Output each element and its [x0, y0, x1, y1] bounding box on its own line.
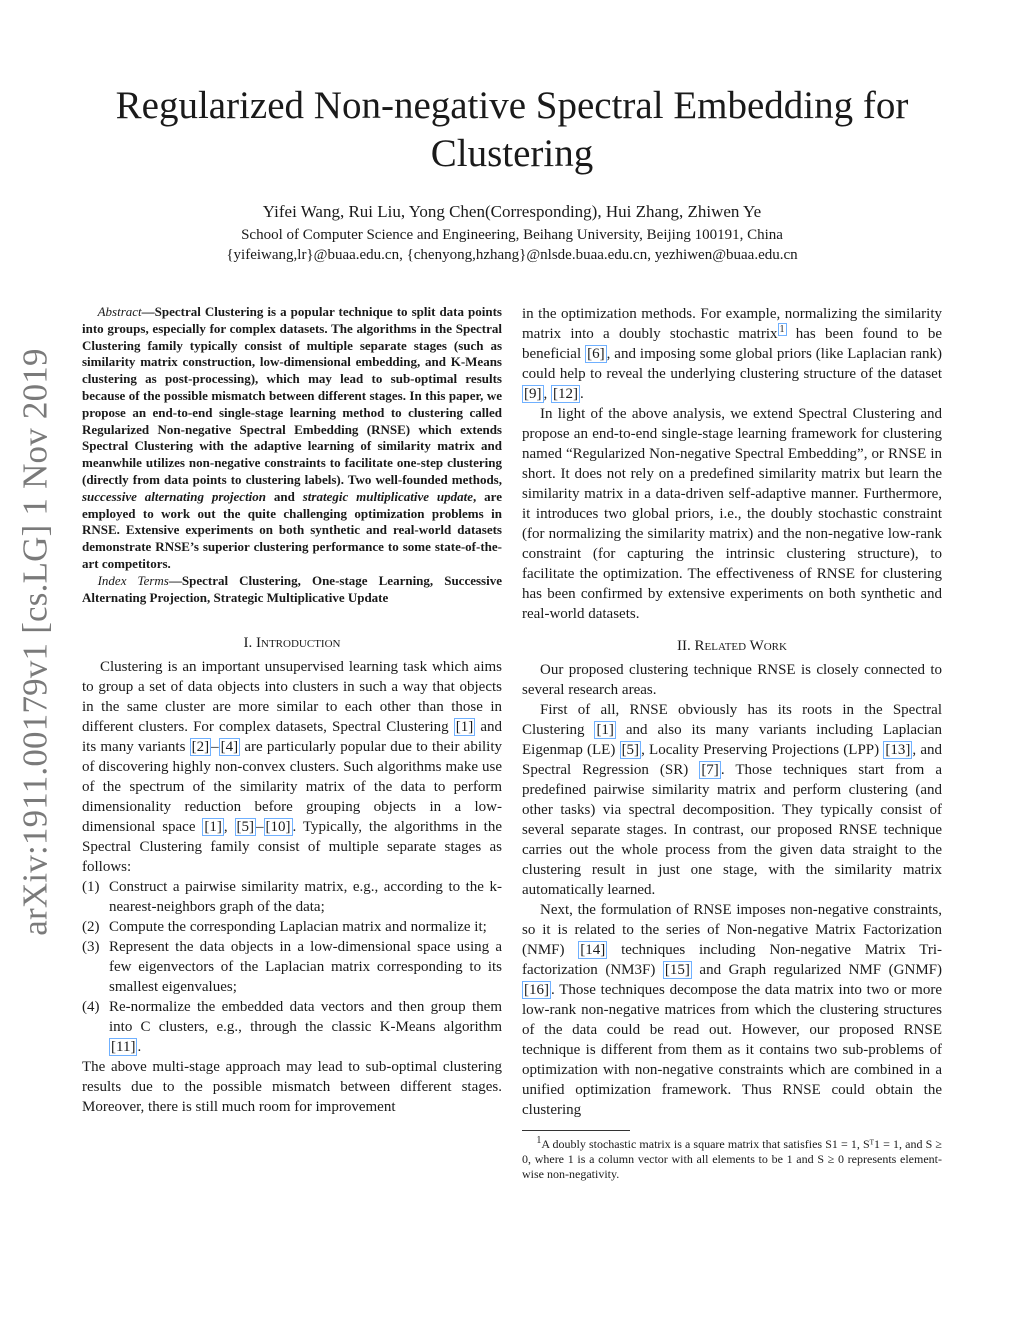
citation-link[interactable]: [1] — [204, 819, 222, 836]
text-run: techniques including Non-negative Matrix Tri-factorization (NM3F) — [522, 942, 942, 978]
index-terms-text: —Spectral Clustering, One-stage Learning, Successive Alternating Projection, Strategic Multiplicative Update — [82, 572, 502, 605]
right-column — [522, 304, 942, 1182]
text-run: – — [211, 739, 219, 756]
citation-link[interactable]: [5] — [236, 819, 254, 836]
citation-link[interactable]: [5] — [621, 742, 640, 758]
footnote — [522, 1137, 942, 1182]
citation-link[interactable]: [7] — [701, 762, 719, 778]
paper-title: Regularized Non-negative Spectral Embedding for Clustering — [115, 84, 909, 175]
citation-link[interactable]: [1] — [455, 719, 474, 736]
arxiv-sidebar — [6, 348, 66, 936]
intro-paragraph — [82, 657, 502, 877]
abstract-text: , are employed to work out the quite challenging optimization problems in RNSE. Extensive experiments on both synthetic and real-world datasets demonstrate RNSE’s superior clustering performance to some state-of-the-art competitors. — [82, 488, 502, 571]
step-text: Construct a pairwise similarity matrix, e.g., according to the k-nearest-neighbors graph of the data; — [109, 879, 502, 916]
index-terms-label: Index Terms — [97, 572, 169, 588]
text-run: and also its many variants including Laplacian Eigenmap (LE) — [522, 722, 943, 758]
list-item — [82, 917, 502, 937]
text-run: – — [256, 819, 264, 836]
text-run: Next, the formulation of RNSE imposes non-negative constraints, so it is related to the series of Non-negative Matrix Factorization (NMF) — [522, 902, 942, 958]
citation-link[interactable]: [9] — [524, 386, 542, 402]
text-run: are particularly popular due to their ability of discovering highly non-convex clusters. Such algorithms make use of the spectrum of the similarity matrix of the data to perform dimensionality reduction before grouping objects in a low-dimensional space — [82, 739, 503, 836]
intro-paragraph-continued — [522, 304, 942, 404]
step-number: (2) — [82, 919, 100, 936]
footnote-divider — [522, 1130, 630, 1131]
related-paragraph — [522, 900, 942, 1120]
text-run: , — [223, 819, 235, 836]
citation-link[interactable]: [15] — [664, 962, 690, 978]
intro-paragraph: The above multi-stage approach may lead to sub-optimal clustering results due to the possible mismatch between different stages. Moreover, there is still much room for improvement — [82, 1059, 502, 1116]
related-paragraph — [522, 700, 942, 900]
text-run: Re-normalize the embedded data vectors and then group them into C clusters, e.g., through the classic K-Means algorithm — [109, 999, 502, 1036]
abstract-method-2: strategic multiplicative update — [302, 488, 474, 504]
text-run: , and imposing some global priors (like Laplacian rank) could help to reveal the underlying clustering structure of the dataset — [522, 346, 942, 382]
author-list: Yifei Wang, Rui Liu, Yong Chen(Corresponding), Hui Zhang, Zhiwen Ye — [262, 202, 762, 221]
citation-link[interactable]: [1] — [596, 722, 614, 738]
list-item — [82, 997, 502, 1057]
step-text: Compute the corresponding Laplacian matrix and normalize it; — [109, 919, 487, 936]
citation-link[interactable]: [6] — [587, 346, 605, 362]
text-run: and Graph regularized NMF (GNMF) — [691, 962, 942, 978]
text-run: has been found to be beneficial — [522, 326, 942, 362]
left-column — [82, 304, 502, 1117]
citation-link[interactable]: [4] — [220, 739, 239, 756]
step-text: Represent the data objects in a low-dimensional space using a few eigenvectors of the Laplacian matrix corresponding to its smallest eigenvalues; — [109, 939, 502, 996]
citation-link[interactable]: [11] — [111, 1039, 136, 1056]
list-item — [82, 937, 502, 997]
footnote-text: A doubly stochastic matrix is a square matrix that satisfies S1 = 1, Sᵀ1 = 1, and S ≥ 0, where 1 is a column vector with all elements to be 1 and S ≥ 0 represents element-wise non-negativity. — [522, 1137, 942, 1181]
affiliation: School of Computer Science and Engineering, Beihang University, Beijing 100191, China — [241, 227, 783, 243]
abstract-method-1: successive alternating projection — [82, 488, 267, 504]
citation-link[interactable]: [2] — [191, 739, 210, 756]
step-number: (4) — [82, 999, 100, 1016]
footnote-marker[interactable]: 1 — [779, 324, 785, 335]
section-heading-related-work: II. Related Work — [677, 638, 787, 654]
text-run: First of all, RNSE obviously has its roots in the Spectral Clustering — [522, 702, 942, 738]
text-run: Clustering is an important unsupervised learning task which aims to group a set of data objects into clusters in such a way that objects in the same cluster are more similar to each other than those in different clusters. For complex datasets, Spectral Clustering — [82, 659, 502, 736]
text-run: . — [580, 386, 584, 402]
abstract-text: —Spectral Clustering is a popular technique to split data points into groups, especially for complex datasets. The algorithms in the Spectral Clustering family typically consist of multiple separate stages (such as similarity matrix construction, low-dimensional embedding, and K-Means clustering as post-processing), which may lead to sub-optimal results because of the possible mismatch between different stages. In this paper, we propose an end-to-end single-stage learning method to clustering called Regularized Non-negative Spectral Embedding (RNSE) which extends Spectral Clustering with the adaptive learning of similarity matrix and meanwhile utilizes non-negative constraints to facilitate one-step clustering (directly from data points to clustering labels). Two well-founded methods, — [82, 304, 502, 487]
text-run: . Those techniques start from a predefined pairwise similarity matrix and perform clustering (and other tasks) via spectral decomposition. They typically consist of several separate stages. In contrast, our proposed RNSE technique carries out the whole process from the given data straight to the clustering result in just one stage, with the similarity matrix automatically learned. — [522, 762, 942, 898]
section-heading-introduction: I. Introduction — [243, 635, 341, 652]
text-run: , and Spectral Regression (SR) — [522, 742, 942, 778]
text-run: in the optimization methods. For example, normalizing the similarity matrix into a doubly stochastic matrix — [522, 306, 942, 342]
arxiv-identifier: arXiv:1911.00179v1 [cs.LG] 1 Nov 2019 — [16, 348, 56, 936]
text-run: . — [137, 1039, 142, 1056]
citation-link[interactable]: [16] — [524, 982, 549, 998]
text-run: and its many variants — [82, 719, 502, 756]
step-number: (3) — [82, 939, 100, 956]
abstract-text: and — [266, 488, 303, 504]
footnote-number: 1 — [536, 1135, 542, 1146]
list-item — [82, 877, 502, 917]
related-paragraph: Our proposed clustering technique RNSE is closely connected to several research areas. — [522, 662, 942, 698]
text-run: . Those techniques decompose the data matrix into two or more low-rank non-negative matrices from which the clustering structures of the data could be read out. However, our proposed RNSE technique is different from them as it contains two sub-problems of optimization with non-negative constraints which are combined in a unified optimization framework. Thus RNSE could obtain the clustering — [522, 982, 942, 1118]
spectral-clustering-steps — [82, 877, 502, 1057]
step-text — [109, 997, 502, 1057]
citation-link[interactable]: [13] — [885, 742, 911, 758]
index-terms — [82, 573, 502, 607]
abstract-label: Abstract — [97, 304, 142, 319]
text-run: , Locality Preserving Projections (LPP) — [641, 742, 884, 758]
abstract — [82, 304, 502, 573]
citation-link[interactable]: [12] — [553, 386, 578, 402]
citation-link[interactable]: [10] — [265, 819, 291, 836]
text-run: . Typically, the algorithms in the Spectral Clustering family consist of multiple separate stages as follows: — [82, 819, 503, 876]
citation-link[interactable]: [14] — [580, 942, 606, 958]
step-number: (1) — [82, 879, 100, 896]
intro-paragraph: In light of the above analysis, we extend Spectral Clustering and propose an end-to-end single-stage learning framework for clustering named “Regularized Non-negative Spectral Embedding”, or RNSE in short. It does not rely on a predefined similarity matrix but learn the similarity matrix in a data-driven self-adaptive manner. Furthermore, it introduces two global priors, i.e., the doubly stochastic constraint (for normalizing the similarity matrix) and the non-negative low-rank constraint (for capturing the intrinsic clustering structure), to facilitate the optimization. The effectiveness of RNSE for clustering has been confirmed by extensive experiments on both synthetic and real-world datasets. — [522, 406, 942, 622]
text-run: , — [543, 386, 551, 402]
author-emails: {yifeiwang,lr}@buaa.edu.cn, {chenyong,hzhang}@nlsde.buaa.edu.cn, yezhiwen@buaa.edu.cn — [226, 247, 798, 263]
